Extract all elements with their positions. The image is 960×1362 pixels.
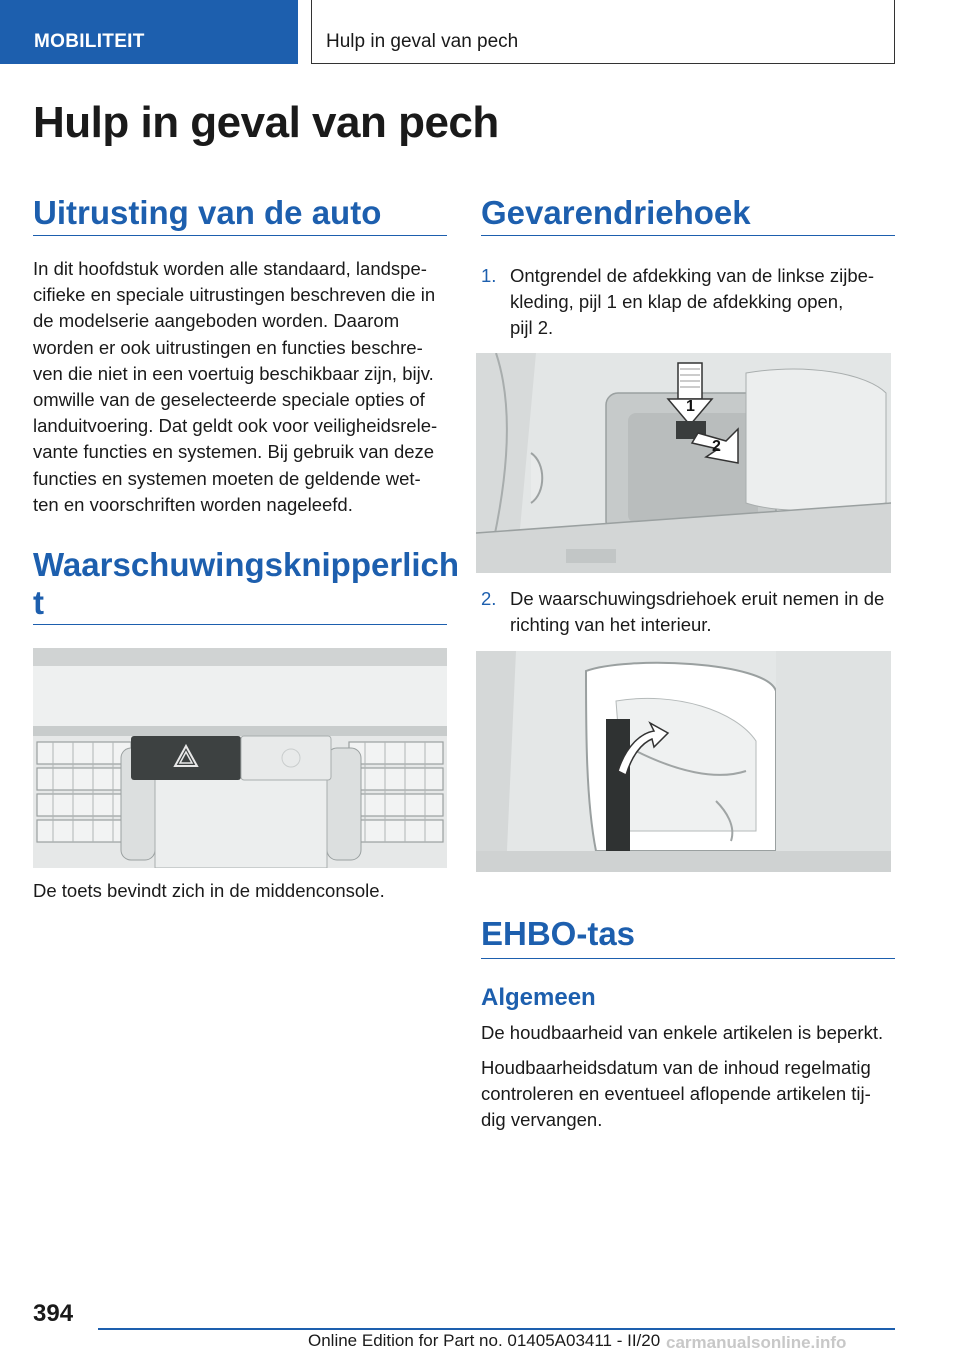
arrow-label-2: 2 [712,438,721,455]
arrow-label-1: 1 [686,398,695,415]
step-1-number: 1. [481,265,497,286]
heading-equipment: Uitrusting van de auto [33,192,447,236]
heading-hazard-lights [33,544,460,625]
section-tab: MOBILITEIT [0,0,298,64]
heading-first-aid-kit: EHBO-tas [481,913,895,959]
heading-hazard-line1: Waarschuwingsknipperlich [33,546,460,583]
page-title: Hulp in geval van pech [33,98,499,147]
step-1-text: Ontgrendel de afdekking van de linkse zijbe- kleding, pijl 1 en klap de afdekking open, pijl 2. [510,265,875,339]
step-2-text: De waarschuwingsdriehoek eruit nemen in de richting van het interieur. [510,588,885,636]
watermark: carmanualsonline.info [666,1333,847,1352]
equipment-paragraph: In dit hoofdstuk worden alle standaard, landspe- cifieke en speciale uitrustingen beschreven die in de modelserie aangeboden worden. Daarom worden er ook uitrustingen en functies beschre- ven die niet in een voertuig beschikbaar zijn, bijv. omwille van de geselecteerde speciale opties of landuitvoering. Dat geldt ook voor veiligheidsrele- vante functies en systemen. Bij gebruik van deze functies en systemen moeten de geldende wet- ten en voorschriften worden nageleefd. [33,258,438,515]
warning-triangle-figure [476,651,891,872]
heading-general: Algemeen [481,984,596,1011]
side-panel-figure [476,353,891,573]
step-2 [481,586,901,640]
first-aid-paragraph-2: Houdbaarheidsdatum van de inhoud regelmatig controleren en eventueel aflopende artikelen tij- dig vervangen. [481,1057,871,1131]
heading-hazard-line2: t [33,584,44,621]
hazard-caption: De toets bevindt zich in de middenconsole. [33,880,385,901]
hazard-console-figure [33,648,447,868]
step-1 [481,263,901,343]
edition-text: Online Edition for Part no. 01405A03411 - II/20 [308,1331,661,1350]
step-2-number: 2. [481,588,497,609]
footer-rule [98,1328,895,1330]
heading-warning-triangle: Gevarendriehoek [481,192,895,236]
first-aid-paragraph-1: De houdbaarheid van enkele artikelen is beperkt. [481,1022,884,1043]
page-number: 394 [33,1300,74,1327]
chapter-header: Hulp in geval van pech [311,0,895,64]
